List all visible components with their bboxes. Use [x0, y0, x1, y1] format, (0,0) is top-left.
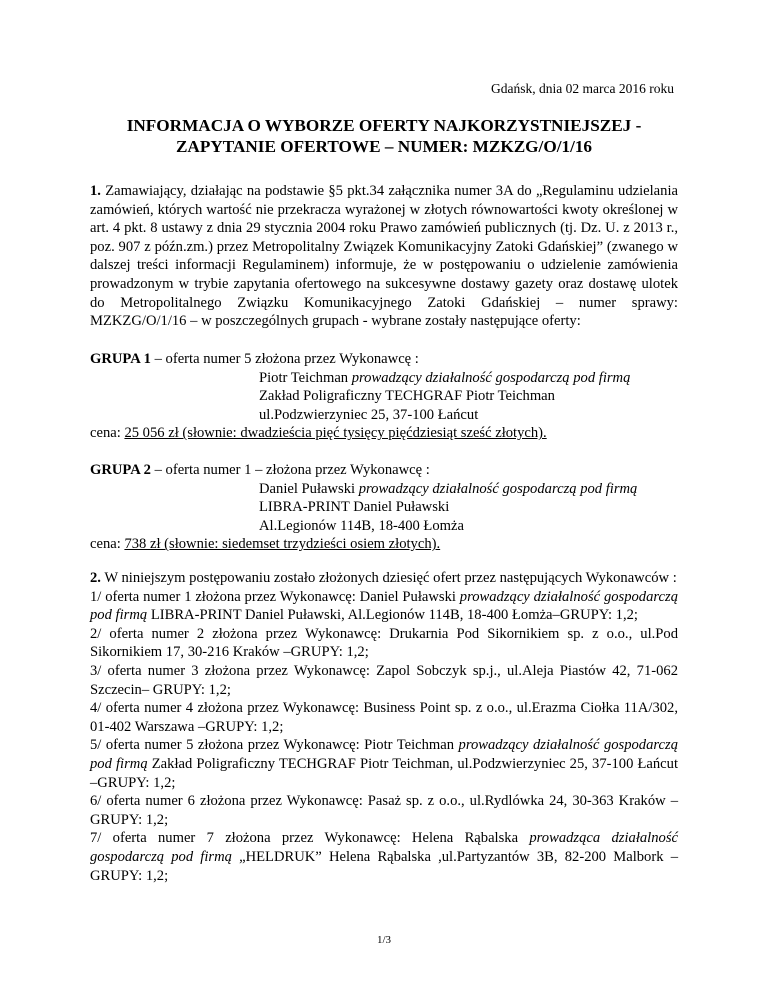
group-1-name: Piotr Teichman [259, 369, 352, 386]
offer-item [90, 699, 678, 736]
offer-item [90, 736, 678, 792]
offer-item [90, 792, 678, 829]
group-1-price-line [90, 424, 678, 443]
section-2-intro-para [90, 569, 678, 588]
group-1-company: Zakład Poligraficzny TECHGRAF Piotr Teichman [259, 388, 555, 405]
group-2-company: LIBRA-PRINT Daniel Puławski [259, 499, 450, 516]
section-1 [90, 182, 678, 331]
group-2-activity: prowadzący działalność gospodarczą pod firmą [358, 480, 638, 497]
section-1-number: 1. [90, 183, 101, 199]
page-number: 1/3 [376, 934, 392, 946]
group-2-name: Daniel Puławski [259, 480, 359, 497]
group-2-header [90, 461, 678, 480]
group-2-price-label: cena: [90, 536, 125, 553]
offer-text: 4/ oferta numer 4 złożona przez Wykonawcę: Business Point sp. z o.o., ul.Erazma Ciołka 11A/302, 01-402 Warszawa –GRUPY: 1,2; [90, 700, 678, 735]
group-1-price: 25 056 zł (słownie: dwadzieścia pięć tysięcy pięćdziesiąt sześć złotych). [124, 425, 547, 442]
offer-text: 1/ oferta numer 1 złożona przez Wykonawcę: Daniel Puławski [90, 588, 460, 605]
group-2-block [90, 461, 678, 554]
offer-text: 5/ oferta numer 5 złożona przez Wykonawcę: Piotr Teichman [90, 737, 459, 754]
offer-text: 6/ oferta numer 6 złożona przez Wykonawcę: Pasaż sp. z o.o., ul.Rydlówka 24, 30-363 Kraków –GRUPY: 1,2; [90, 793, 678, 828]
group-1-intro: – oferta numer 5 złożona przez Wykonawcę : [150, 351, 419, 367]
group-2-price-line [90, 535, 678, 554]
offer-item [90, 625, 678, 662]
offer-text: 3/ oferta numer 3 złożona przez Wykonawcę: Zapol Sobczyk sp.j., ul.Aleja Piastów 42, 71-062 Szczecin– GRUPY: 1,2; [90, 662, 678, 698]
offer-text-rest: „HELDRUK” Helena Rąbalska ,ul.Partyzantów 3B, 82-200 Malbork –GRUPY: 1,2; [90, 848, 678, 884]
group-2-label: GRUPA 2 [90, 462, 151, 478]
group-1-price-label: cena: [90, 425, 125, 442]
group-1-label: GRUPA 1 [90, 351, 151, 367]
offer-activity: prowadzący działalność gospodarczą pod firmą [90, 737, 678, 772]
group-1-address: ul.Podzwierzyniec 25, 37-100 Łańcut [259, 406, 479, 423]
group-1-block [90, 350, 678, 443]
offer-text-rest: Zakład Poligraficzny TECHGRAF Piotr Teichman, ul.Podzwierzyniec 25, 37-100 Łańcut –GRUPY: 1,2; [90, 755, 678, 791]
document-date: Gdańsk, dnia 02 marca 2016 roku [491, 81, 674, 96]
title-line-1: INFORMACJA O WYBORZE OFERTY NAJKORZYSTNIEJSZEJ - [126, 116, 642, 135]
group-2-intro: – oferta numer 1 – złożona przez Wykonawcę : [150, 462, 430, 478]
offer-item [90, 588, 678, 625]
offer-item [90, 662, 678, 699]
section-2-number: 2. [90, 570, 101, 586]
group-1-header [90, 350, 678, 369]
offer-activity: prowadząca działalność gospodarczą pod firmą [90, 830, 678, 865]
offer-text: 7/ oferta numer 7 złożona przez Wykonawcę: Helena Rąbalska [90, 830, 530, 847]
group-2-address: Al.Legionów 114B, 18-400 Łomża [259, 517, 464, 534]
offer-text-rest: LIBRA-PRINT Daniel Puławski, Al.Legionów 114B, 18-400 Łomża–GRUPY: 1,2; [147, 607, 638, 624]
group-2-price: 738 zł (słownie: siedemset trzydzieści osiem złotych). [124, 536, 441, 553]
group-1-contractor [90, 369, 678, 388]
section-1-text: Zamawiający, działając na podstawie §5 pkt.34 załącznika numer 3A do „Regulaminu udzielania zamówień, których wartość nie przekracza wyrażonej w złotych równowartości kwoty określonej w art. 4 pkt. 8 ustawy z dnia 29 stycznia 2004 roku Prawo zamówień publicznych (tj. Dz. U. z 2013 r., poz. 907 z późn.zm.) przez Metropolitalny Związek Komunikacyjny Zatoki Gdańskiej” (zwanego w dalszej treści informacji Regulaminem) informuje, że w postępowaniu o udzielenie zamówienia prowadzonym w trybie zapytania ofertowego na sukcesywne dostawy gazety oraz dostawę ulotek do Metropolitalnego Związku Komunikacyjnego Zatoki Gdańskiej – numer sprawy: MZKZG/O/1/16 – w poszczególnych grupach - wybrane zostały następujące oferty: [90, 183, 678, 330]
section-2-intro: W niniejszym postępowaniu zostało złożonych dziesięć ofert przez następujących Wykonawców : [100, 570, 677, 586]
document-title [90, 115, 678, 157]
section-2 [90, 569, 678, 885]
group-2-contractor [90, 480, 678, 499]
offer-text: 2/ oferta numer 2 złożona przez Wykonawcę: Drukarnia Pod Sikornikiem sp. z o.o., ul.Pod Sikornikiem 17, 30-216 Kraków –GRUPY: 1,2; [90, 625, 678, 661]
group-1-activity: prowadzący działalność gospodarczą pod firmą [351, 369, 631, 386]
title-line-2: ZAPYTANIE OFERTOWE – NUMER: MZKZG/O/1/16 [175, 137, 593, 156]
offer-activity: prowadzący działalność gospodarczą pod firmą [90, 588, 678, 624]
offer-item [90, 829, 678, 885]
